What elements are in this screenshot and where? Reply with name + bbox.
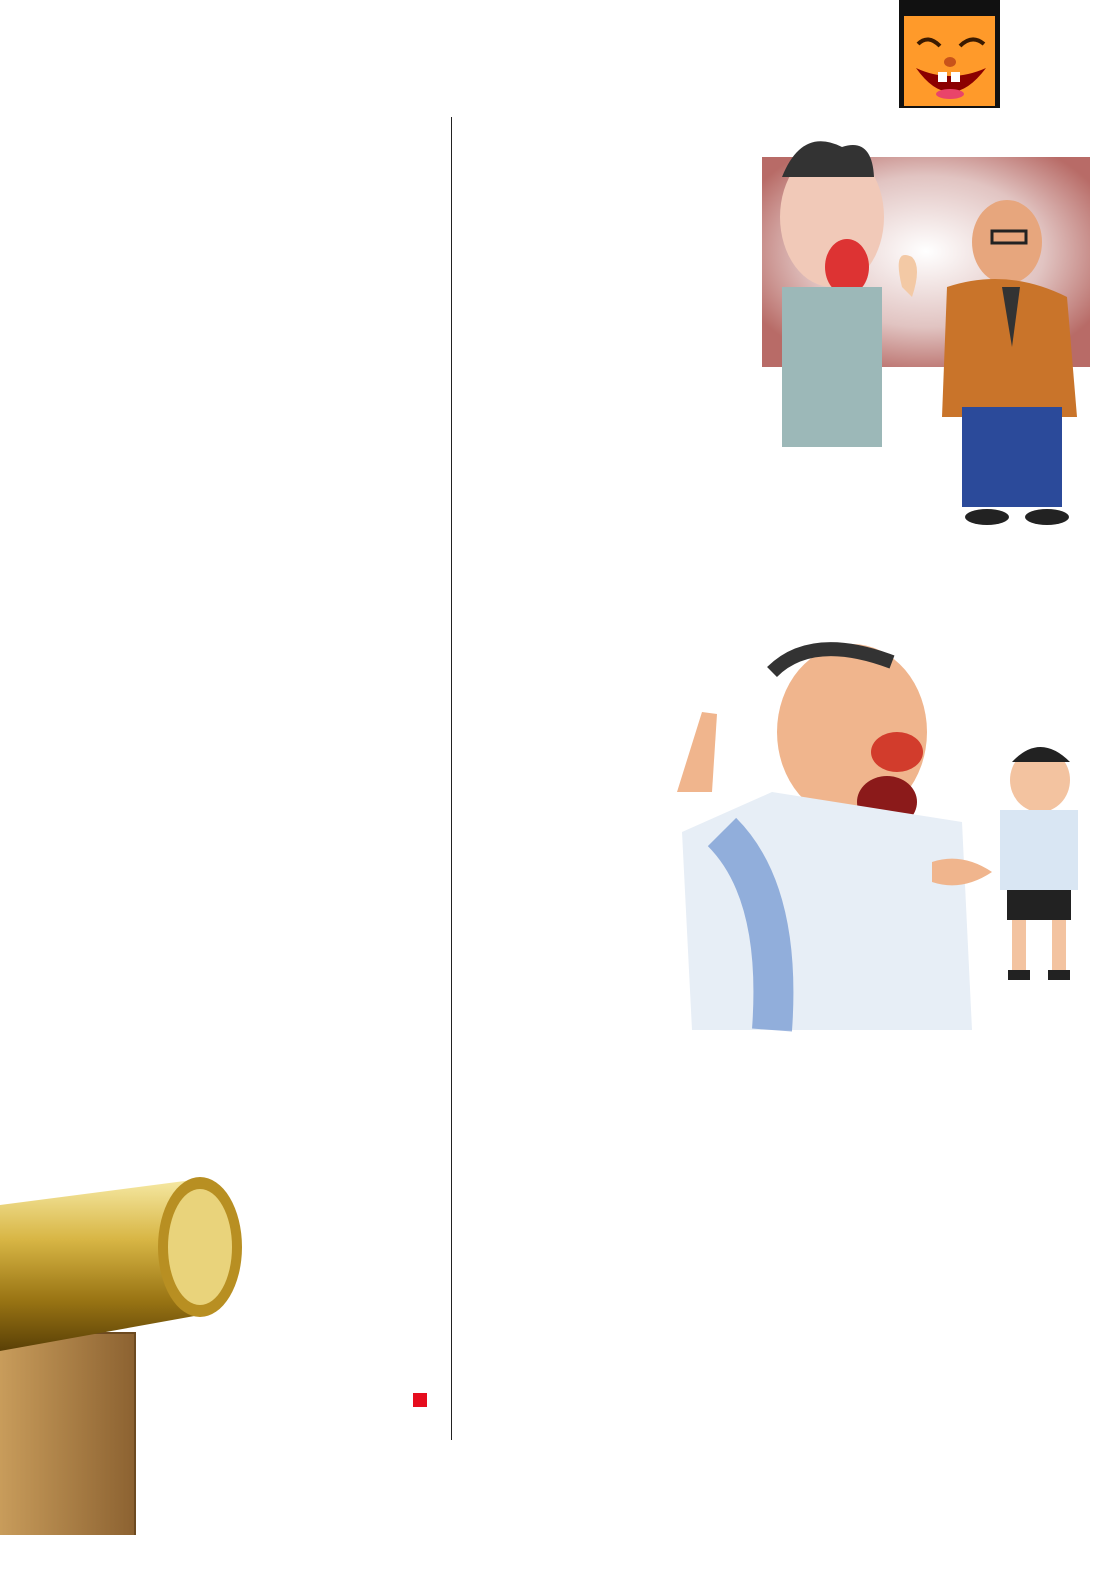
kaleidoscope-illustration xyxy=(0,1165,250,1535)
cartoon-two-men xyxy=(762,117,1090,535)
cartoon-teacher-student xyxy=(662,632,1102,1032)
end-mark xyxy=(413,1393,427,1407)
column-divider xyxy=(451,117,452,1440)
laughing-face-icon xyxy=(904,16,995,106)
